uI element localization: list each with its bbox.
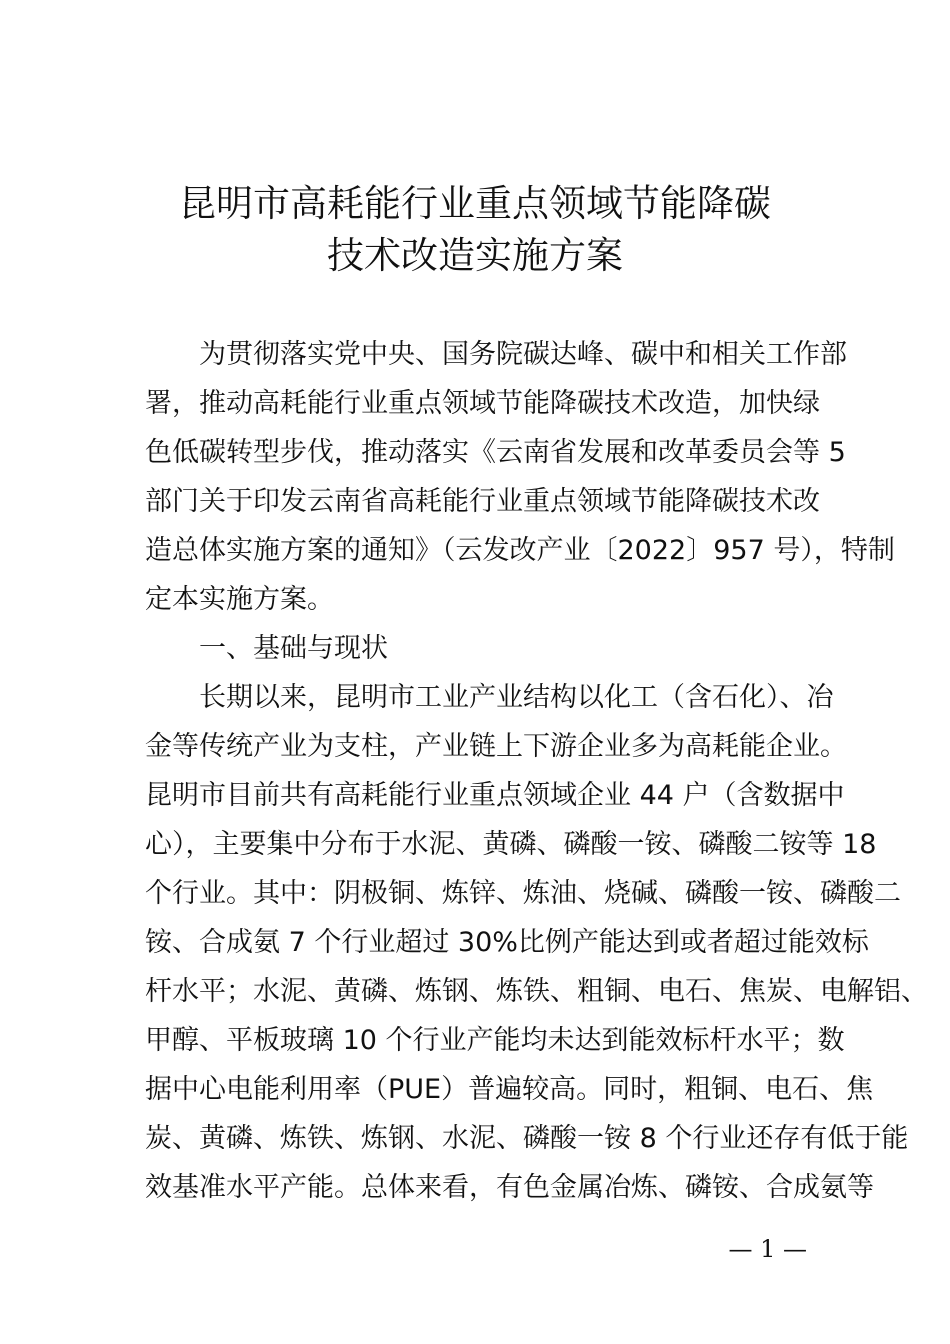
page-number: — 1 — [728, 1235, 807, 1263]
paragraph-line: 昆明市目前共有高耗能行业重点领域企业 44 户（含数据中 [145, 780, 845, 811]
paragraph-line: 杆水平；水泥、黄磷、炼钢、炼铁、粗铜、电石、焦炭、电解铝、 [145, 976, 928, 1007]
paragraph-line: 署，推动高耗能行业重点领域节能降碳技术改造，加快绿 [145, 388, 820, 419]
paragraph-line: 甲醇、平板玻璃 10 个行业产能均未达到能效标杆水平；数 [145, 1025, 845, 1056]
paragraph-line: 造总体实施方案的通知》（云发改产业〔2022〕957 号），特制 [145, 535, 895, 566]
paragraph-intro [145, 330, 895, 624]
paragraph-line: 效基准水平产能。总体来看，有色金属冶炼、磷铵、合成氨等 [145, 1172, 874, 1203]
paragraph-status [145, 673, 928, 1212]
paragraph-line: 炭、黄磷、炼铁、炼钢、水泥、磷酸一铵 8 个行业还存有低于能 [145, 1123, 909, 1154]
paragraph-line: 色低碳转型步伐，推动落实《云南省发展和改革委员会等 5 [145, 437, 846, 468]
paragraph-line: 长期以来，昆明市工业产业结构以化工（含石化）、冶 [199, 682, 834, 713]
section-heading: 一、基础与现状 [199, 633, 388, 664]
document-title-line-2: 技术改造实施方案 [327, 234, 623, 277]
paragraph-line: 据中心电能利用率（PUE）普遍较高。同时，粗铜、电石、焦 [145, 1074, 874, 1105]
document-title-line-1: 昆明市高耗能行业重点领域节能降碳 [179, 182, 771, 225]
paragraph-line: 定本实施方案。 [145, 584, 334, 615]
paragraph-line: 部门关于印发云南省高耗能行业重点领域节能降碳技术改 [145, 486, 820, 517]
paragraph-line: 个行业。其中：阴极铜、炼锌、炼油、烧碱、磷酸一铵、磷酸二 [145, 878, 901, 909]
paragraph-line: 铵、合成氨 7 个行业超过 30%比例产能达到或者超过能效标 [145, 927, 869, 958]
paragraph-line: 为贯彻落实党中央、国务院碳达峰、碳中和相关工作部 [199, 339, 847, 370]
paragraph-line: 心），主要集中分布于水泥、黄磷、磷酸一铵、磷酸二铵等 18 [145, 829, 877, 860]
paragraph-line: 金等传统产业为支柱，产业链上下游企业多为高耗能企业。 [145, 731, 847, 762]
